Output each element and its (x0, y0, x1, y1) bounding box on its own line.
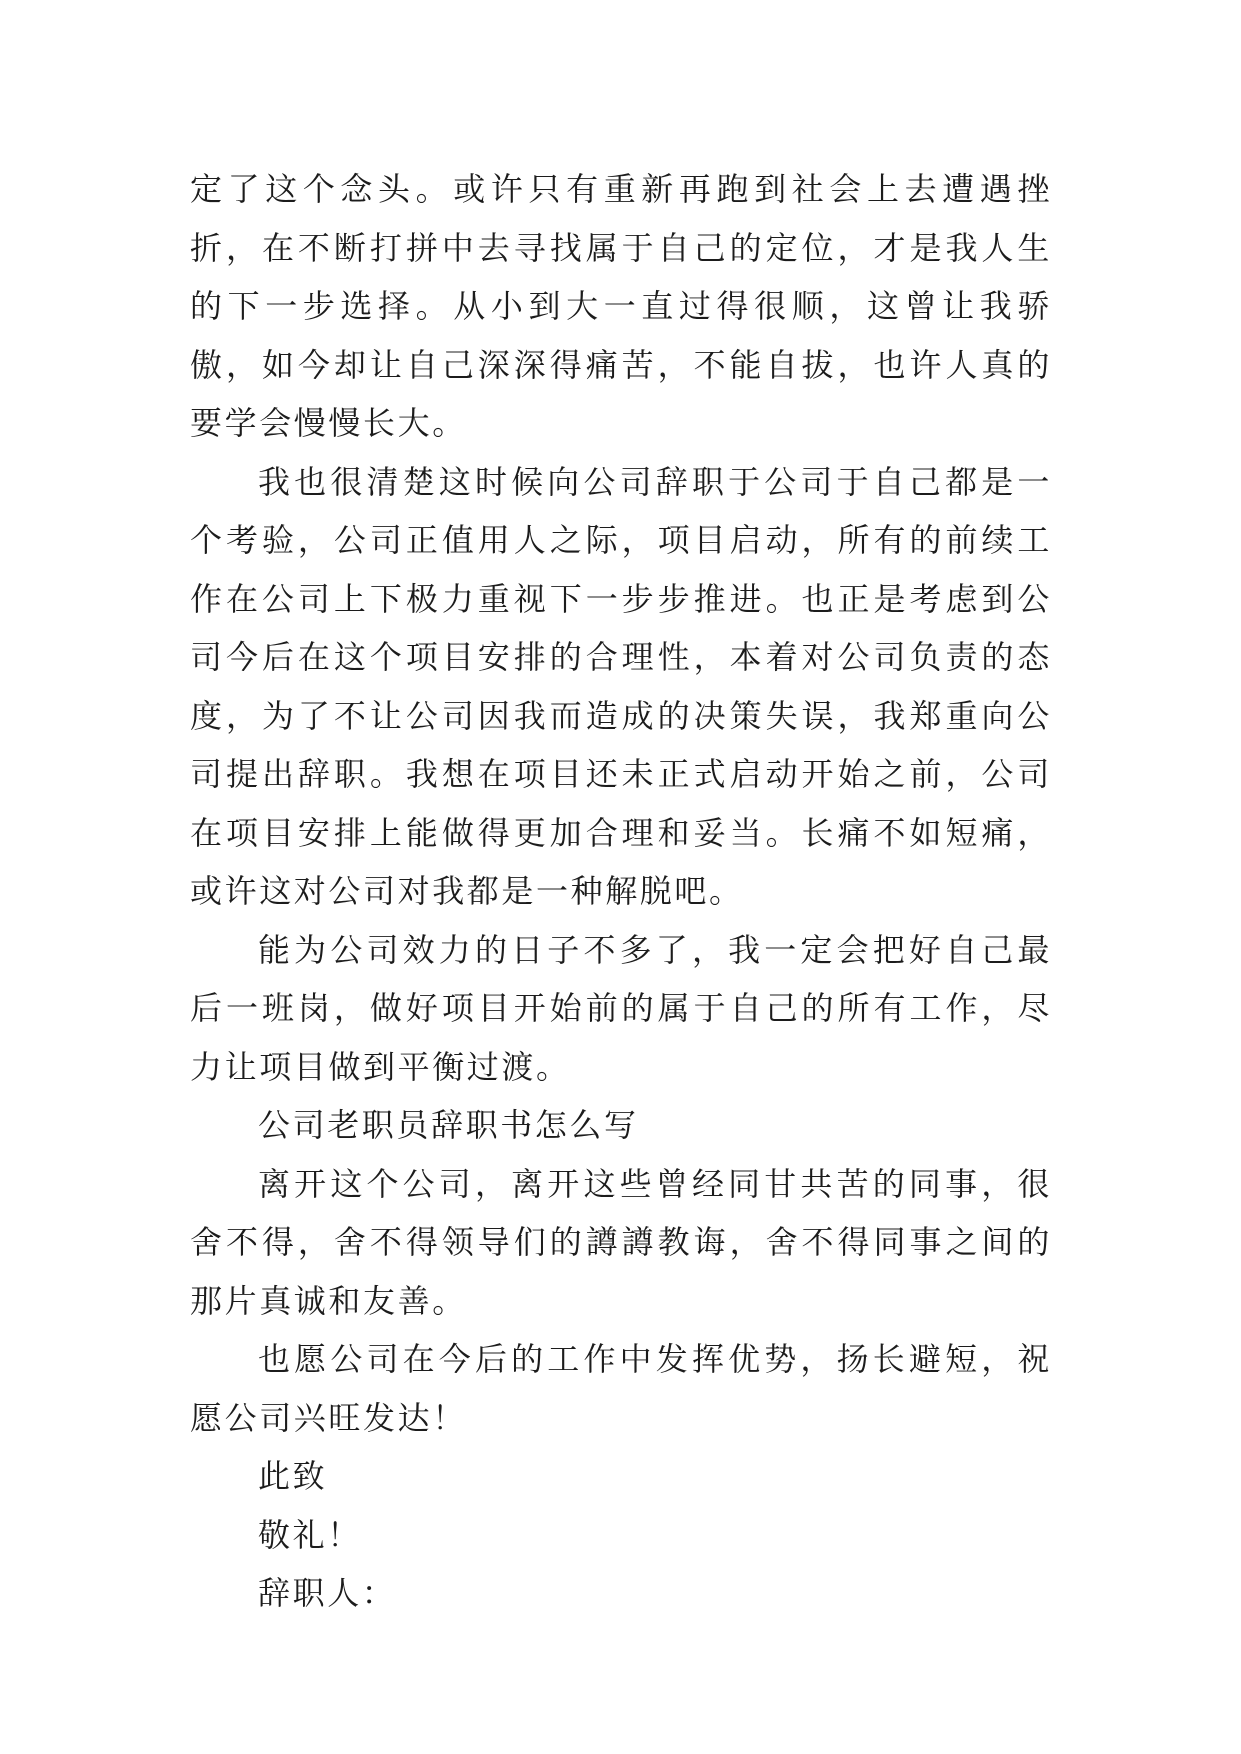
paragraph: 能为公司效力的日子不多了，我一定会把好自己最后一班岗，做好项目开始前的属于自己的所有工作，尽力让项目做到平衡过渡。 (190, 930, 1052, 1086)
document-page (190, 160, 1052, 1623)
paragraph: 离开这个公司，离开这些曾经同甘共苦的同事，很舍不得，舍不得领导们的譐譐教诲，舍不得同事之间的那片真诚和友善。 (190, 1164, 1052, 1320)
signature-line: 辞职人： (258, 1574, 397, 1612)
paragraph: 定了这个念头。或许只有重新再跑到社会上去遭遇挫折，在不断打拼中去寻找属于自己的定位，才是我人生的下一步选择。从小到大一直过得很顺，这曾让我骄傲，如今却让自己深深得痛苦，不能自拔，也许人真的要学会慢慢长大。 (190, 170, 1052, 442)
closing-regards: 敬礼！ (258, 1515, 362, 1554)
section-heading: 公司老职员辞职书怎么写 (258, 1106, 639, 1144)
paragraph: 我也很清楚这时候向公司辞职于公司于自己都是一个考验，公司正值用人之际，项目启动，所有的前续工作在公司上下极力重视下一步步推进。也正是考虑到公司今后在这个项目安排的合理性，本着对公司负责的态度，为了不让公司因我而造成的决策失误，我郑重向公司提出辞职。我想在项目还未正式启动开始之前，公司在项目安排上能做得更加合理和妥当。长痛不如短痛，或许这对公司对我都是一种解脱吧。 (190, 462, 1052, 910)
paragraph: 也愿公司在今后的工作中发挥优势，扬长避短，祝愿公司兴旺发达！ (190, 1340, 1052, 1437)
closing-salutation: 此致 (258, 1457, 328, 1495)
